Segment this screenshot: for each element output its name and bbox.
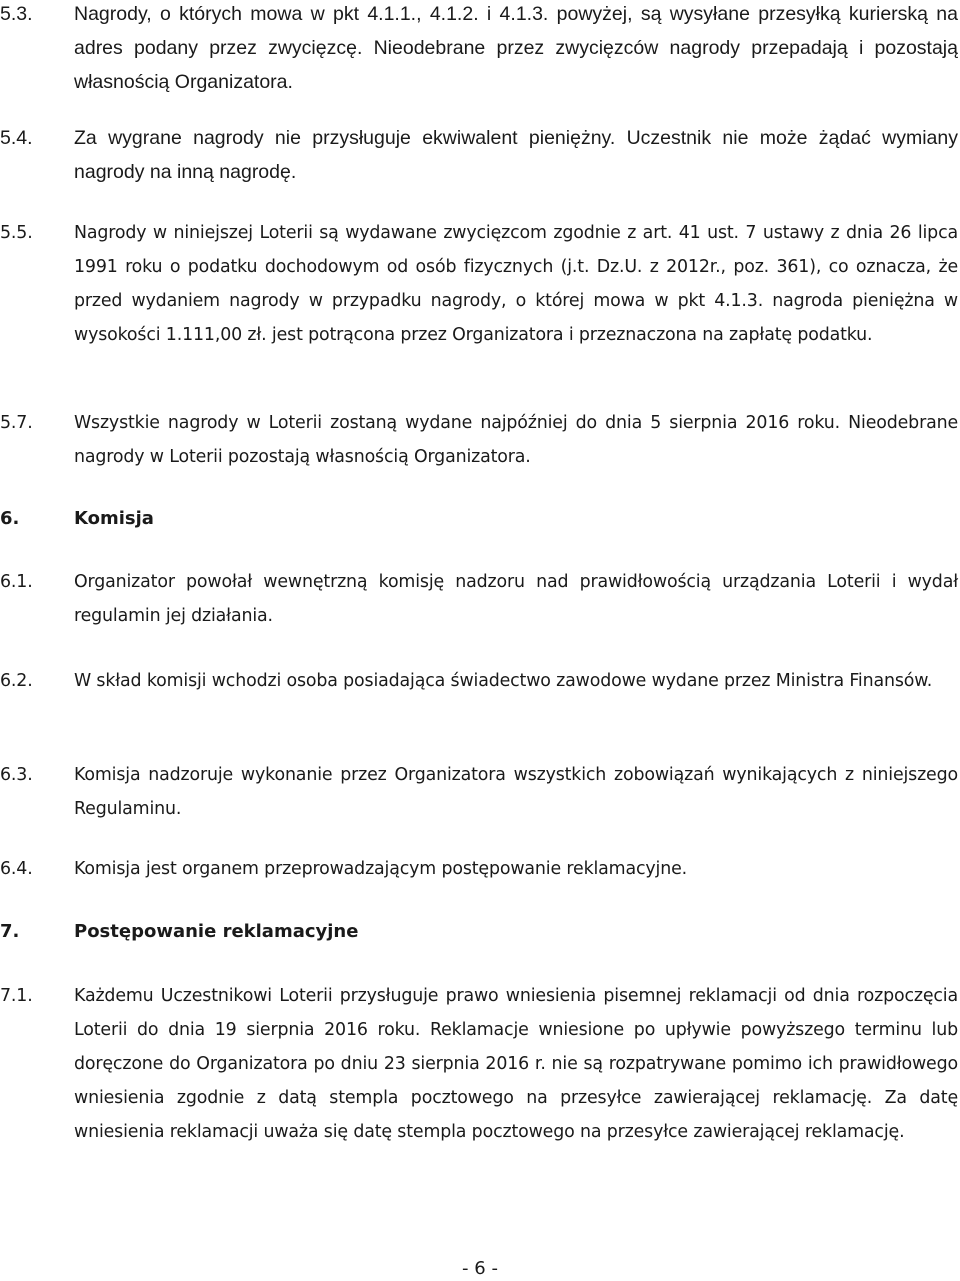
section-title: Postępowanie reklamacyjne [74, 921, 359, 942]
paragraph-text: Wszystkie nagrody w Loterii zostaną wydane najpóźniej do dnia 5 sierpnia 2016 roku. Nieodebrane nagrody w Loterii pozostają własnością Organizatora. [74, 413, 958, 467]
paragraph-number: 7.1. [0, 986, 33, 1006]
paragraph-text: W skład komisji wchodzi osoba posiadająca świadectwo zawodowe wydane przez Ministra Finansów. [74, 671, 933, 691]
section-number: 7. [0, 921, 20, 942]
paragraph-number: 5.4. [0, 127, 33, 149]
paragraph-number: 6.3. [0, 765, 33, 785]
section-title: Komisja [74, 508, 154, 529]
paragraph-number: 5.5. [0, 223, 33, 243]
paragraph-number: 6.4. [0, 859, 33, 879]
paragraph-text: Nagrody w niniejszej Loterii są wydawane zwycięzcom zgodnie z art. 41 ust. 7 ustawy z dnia 26 lipca 1991 roku o podatku dochodowym od osób fizycznych (j.t. Dz.U. z 2012r., poz. 361), co oznacza, że przed wydaniem nagrody w przypadku nagrody, o której mowa w pkt 4.1.3. nagroda pieniężna w wysokości 1.111,00 zł. jest potrącona przez Organizatora i przeznaczona na zapłatę podatku. [74, 223, 958, 345]
page-number: - 6 - [462, 1258, 498, 1279]
paragraph-number: 6.2. [0, 671, 33, 691]
paragraph-number: 6.1. [0, 572, 33, 592]
paragraph-text: Komisja jest organem przeprowadzającym postępowanie reklamacyjne. [74, 859, 688, 879]
paragraph-number: 5.7. [0, 413, 33, 433]
section-number: 6. [0, 508, 20, 529]
paragraph-text: Komisja nadzoruje wykonanie przez Organizatora wszystkich zobowiązań wynikających z niniejszego Regulaminu. [74, 765, 958, 819]
paragraph-text: Za wygrane nagrody nie przysługuje ekwiwalent pieniężny. Uczestnik nie może żądać wymiany nagrody na inną nagrodę. [74, 127, 958, 183]
paragraph-text: Nagrody, o których mowa w pkt 4.1.1., 4.1.2. i 4.1.3. powyżej, są wysyłane przesyłką kurierską na adres podany przez zwycięzcę. Nieodebrane przez zwycięzców nagrody przepadają i pozostają własnością Organizatora. [74, 3, 958, 93]
paragraph-text: Każdemu Uczestnikowi Loterii przysługuje prawo wniesienia pisemnej reklamacji od dnia rozpoczęcia Loterii do dnia 19 sierpnia 2016 roku. Reklamacje wniesione po upływie powyższego terminu lub doręczone do Organizatora po dniu 23 sierpnia 2016 r. nie są rozpatrywane pomimo ich prawidłowego wniesienia zgodnie z datą stempla pocztowego na przesyłce zawierającej reklamację. Za datę wniesienia reklamacji uważa się datę stempla pocztowego na przesyłce zawierającej reklamację. [74, 986, 958, 1142]
paragraph-number: 5.3. [0, 3, 33, 25]
paragraph-text: Organizator powołał wewnętrzną komisję nadzoru nad prawidłowością urządzania Loterii i wydał regulamin jej działania. [74, 572, 958, 626]
